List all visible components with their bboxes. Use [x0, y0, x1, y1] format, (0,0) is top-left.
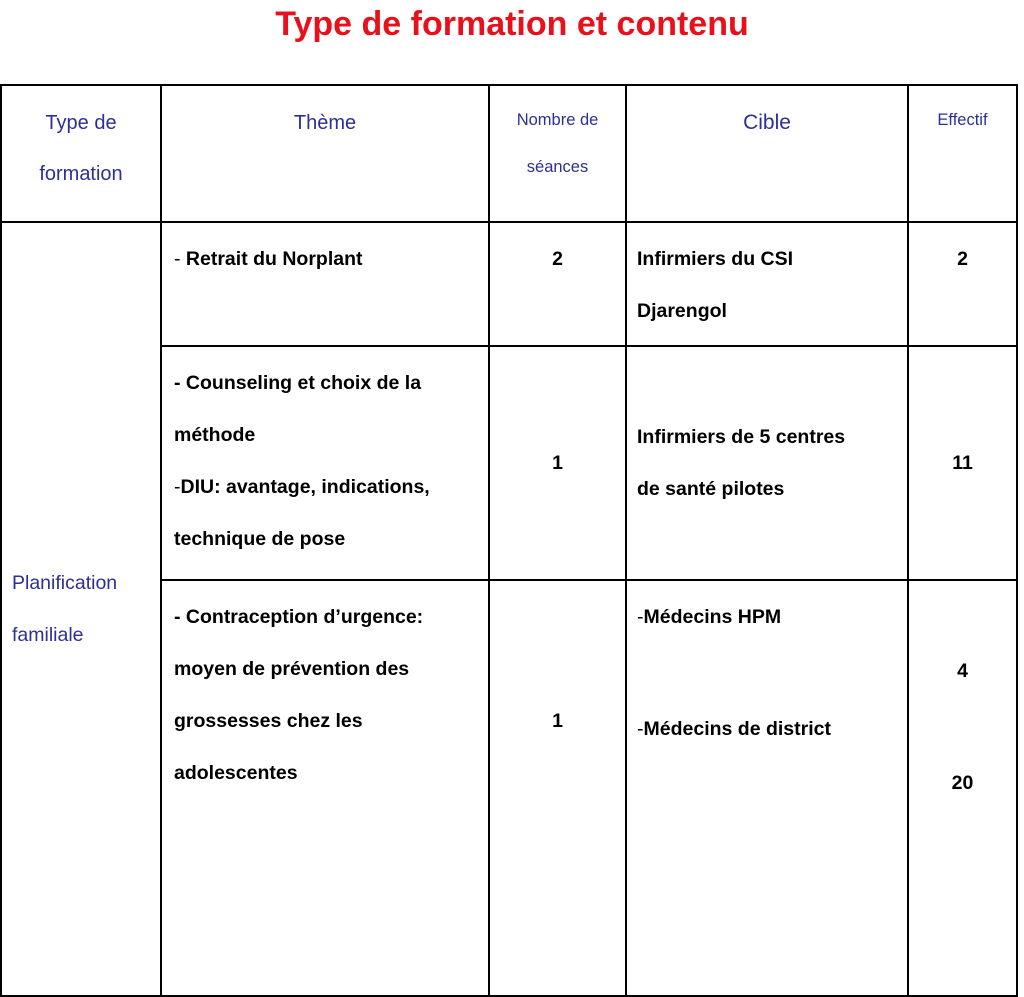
- theme-dash: -: [174, 476, 181, 498]
- theme-line: adolescentes: [174, 762, 298, 784]
- theme-line: méthode: [174, 424, 256, 446]
- cible-cell: [626, 346, 908, 580]
- cible-dash: -: [637, 606, 644, 628]
- theme-cell: [161, 222, 489, 346]
- cible-dash: -: [637, 718, 644, 740]
- training-table: [0, 84, 1018, 997]
- header-cible: Cible: [626, 85, 908, 222]
- effectif-value: 20: [951, 772, 974, 794]
- type-formation-line2: familiale: [12, 624, 84, 646]
- effectif-cell: 11: [908, 346, 1017, 580]
- header-type-line2: formation: [39, 163, 123, 185]
- effectif-value: 4: [957, 660, 968, 682]
- cible-line: Médecins de district: [643, 718, 831, 740]
- theme-line: moyen de prévention des: [174, 658, 410, 680]
- type-formation-cell: [1, 222, 161, 996]
- cible-line1: Infirmiers du CSI: [637, 248, 794, 270]
- cible-line1: Infirmiers de 5 centres: [637, 426, 846, 448]
- table-row: [1, 222, 1017, 346]
- cible-cell: [626, 580, 908, 996]
- header-sessions-line1: Nombre de: [516, 111, 599, 129]
- header-theme: Thème: [161, 85, 489, 222]
- seances-cell: 1: [489, 346, 626, 580]
- page-title: Type de formation et contenu: [275, 5, 749, 43]
- theme-dash: -: [174, 248, 186, 270]
- effectif-cell: [908, 580, 1017, 996]
- cible-line2: Djarengol: [637, 300, 727, 322]
- cible-line: Médecins HPM: [643, 606, 782, 628]
- theme-line: - Counseling et choix de la: [174, 372, 422, 394]
- table-header-row: [1, 85, 1017, 222]
- header-nombre-seances: [489, 85, 626, 222]
- effectif-cell: 2: [908, 222, 1017, 346]
- seances-cell: 1: [489, 580, 626, 996]
- header-sessions-line2: séances: [526, 158, 589, 176]
- seances-cell: 2: [489, 222, 626, 346]
- theme-line: technique de pose: [174, 528, 346, 550]
- header-type-formation: [1, 85, 161, 222]
- cible-line2: de santé pilotes: [637, 478, 785, 500]
- theme-text: Retrait du Norplant: [185, 248, 363, 270]
- header-type-line1: Type de: [45, 112, 117, 134]
- theme-cell: [161, 346, 489, 580]
- cible-cell: [626, 222, 908, 346]
- theme-cell: [161, 580, 489, 996]
- header-effectif: Effectif: [908, 85, 1017, 222]
- theme-line: grossesses chez les: [174, 710, 363, 732]
- type-formation-line1: Planification: [12, 572, 118, 594]
- theme-line: DIU: avantage, indications,: [180, 476, 430, 498]
- theme-line: - Contraception d’urgence:: [174, 606, 424, 628]
